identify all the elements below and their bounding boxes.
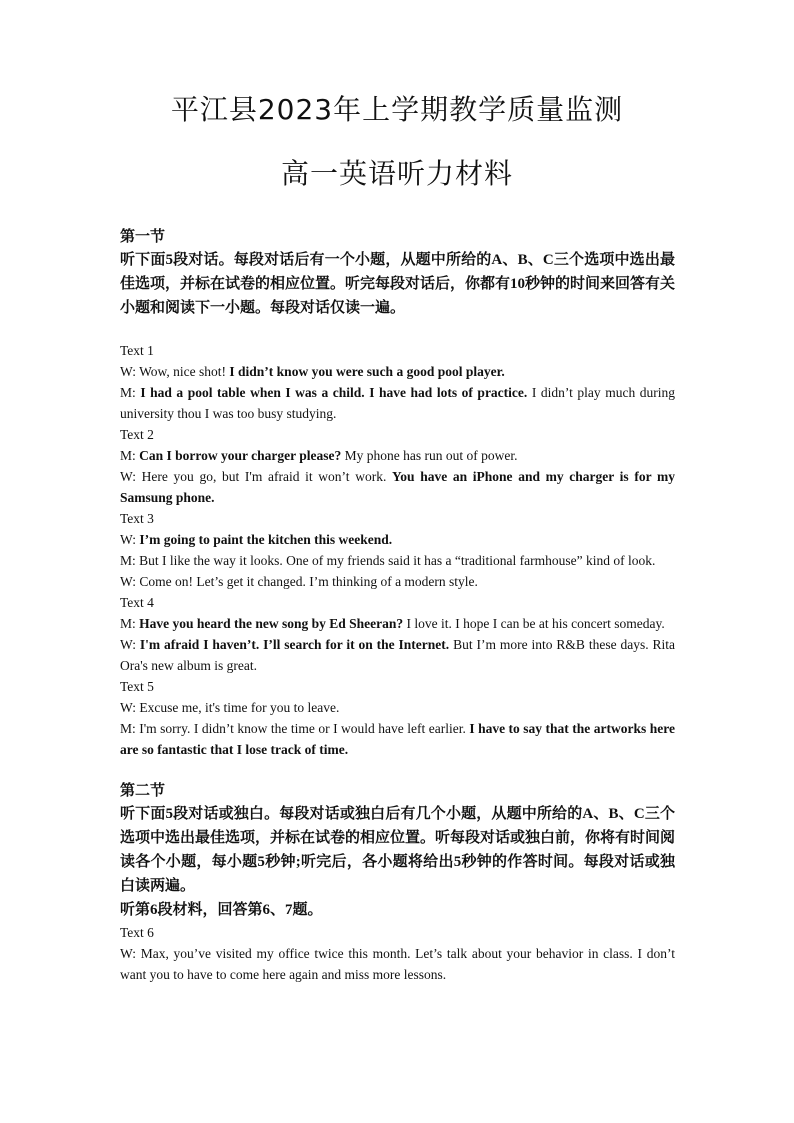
- section2-sub-instruction: 听第6段材料，回答第6、7题。: [120, 902, 323, 918]
- text3-label: Text 3: [120, 511, 154, 526]
- text5-line1: W: Excuse me, it's time for you to leave.: [120, 700, 340, 715]
- text1-line2-bold: I had a pool table when I was a child. I have had lots of practice.: [140, 385, 528, 400]
- text1-label: Text 1: [120, 343, 154, 358]
- text2-label: Text 2: [120, 427, 154, 442]
- text6-label: Text 6: [120, 925, 154, 940]
- text2-line2-bold: You have an iPhone and my charger is for my Samsung phone.: [120, 469, 675, 505]
- text1-line1-bold: I didn’t know you were such a good pool player.: [229, 364, 505, 379]
- text2-line1-bold: Can I borrow your charger please?: [139, 448, 342, 463]
- text5-line2-plain: M: I'm sorry. I didn’t know the time or I would have left earlier.: [120, 721, 470, 736]
- section1-instructions: 听下面5段对话。每段对话后有一个小题，从题中所给的A、B、C三个选项中选出最佳选项，并标在试卷的相应位置。听完每段对话后，你都有10秒钟的时间来回答有关小题和阅读下一小题。每段对话仅读一遍。: [120, 252, 676, 316]
- text2-line1-speaker: M:: [120, 448, 140, 463]
- text3-line2: M: But I like the way it looks. One of my friends said it has a “traditional farmhouse” kind of look.: [120, 553, 656, 568]
- text4-line2-bold: I'm afraid I haven’t. I’ll search for it on the Internet.: [139, 637, 450, 652]
- document-body: [120, 226, 675, 985]
- text6-line1: W: Max, you’ve visited my office twice this month. Let’s talk about your behavior in class. I don’t want you to have to come here again and miss more lessons.: [120, 946, 675, 982]
- page-subtitle: 高一英语听力材料: [280, 157, 513, 190]
- text1-line2: [120, 382, 675, 424]
- text2-line2: [120, 466, 675, 508]
- text2-line1: [120, 445, 675, 466]
- text2-line1-plain: My phone has run out of power.: [341, 448, 518, 463]
- text4-label: Text 4: [120, 595, 154, 610]
- section2-instructions: 听下面5段对话或独白。每段对话或独白后有几个小题，从题中所给的A、B、C三个选项中选出最佳选项，并标在试卷的相应位置。听每段对话或独白前，你将有时间阅读各个小题，每小题5秒钟;听完后，各小题将给出5秒钟的作答时间。每段对话或独白读两遍。: [120, 806, 676, 894]
- text4-line2: [120, 634, 675, 676]
- text3-line1: [120, 529, 675, 550]
- text1-line1: [120, 361, 675, 382]
- section1-heading: 第一节: [120, 229, 166, 245]
- text5-line2-bold: I have to say that the artworks here are so fantastic that I lose track of time.: [120, 721, 675, 757]
- text4-line1-speaker: M:: [120, 616, 140, 631]
- section2-heading: 第二节: [120, 783, 166, 799]
- text4-line1-plain: I love it. I hope I can be at his concert someday.: [403, 616, 665, 631]
- text1-line2-plain: I didn’t play much during university thou I was too busy studying.: [120, 385, 675, 421]
- text4-line2-plain: But I’m more into R&B these days. Rita Ora's new album is great.: [120, 637, 675, 673]
- text3-line1-speaker: W:: [120, 532, 140, 547]
- text3-line1-bold: I’m going to paint the kitchen this weekend.: [139, 532, 393, 547]
- text4-line1: [120, 613, 675, 634]
- text4-line2-speaker: W:: [120, 637, 140, 652]
- text3-line3: W: Come on! Let’s get it changed. I’m thinking of a modern style.: [120, 574, 478, 589]
- text1-line1-plain: W: Wow, nice shot!: [120, 364, 230, 379]
- text4-line1-bold: Have you heard the new song by Ed Sheeran?: [139, 616, 404, 631]
- text5-label: Text 5: [120, 679, 154, 694]
- page-title: 平江县2023年上学期教学质量监测: [170, 93, 624, 126]
- text2-line2-plain: W: Here you go, but I'm afraid it won’t work.: [120, 469, 393, 484]
- text5-line2: [120, 718, 675, 760]
- text1-line2-speaker: M:: [120, 385, 141, 400]
